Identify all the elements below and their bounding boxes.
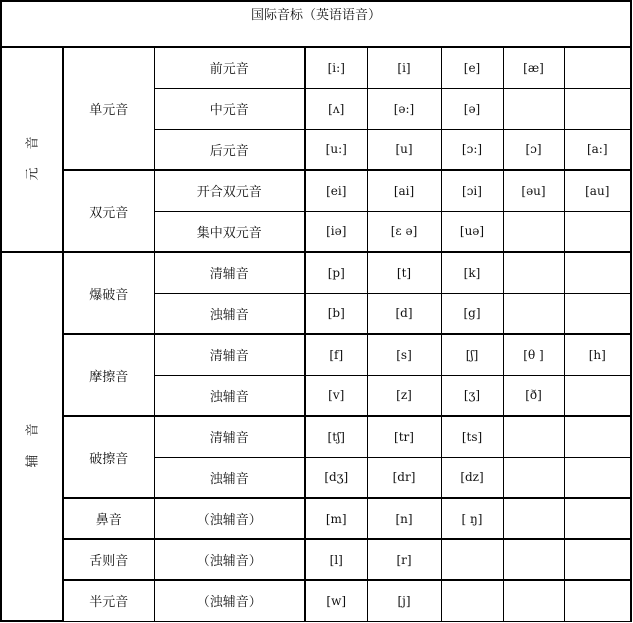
symbol-cell [503,539,564,580]
symbol-cell: [tr] [367,416,441,457]
symbol-cell [503,416,564,457]
symbol-cell [564,416,631,457]
symbol-cell: [ɛ ə] [367,211,441,252]
symbol-cell [564,375,631,416]
symbol-cell: [əu] [503,170,564,211]
symbol-cell: [s] [367,334,441,375]
symbol-cell: [t] [367,252,441,293]
symbol-cell [564,539,631,580]
chart-title: 国际音标（英语语音） [1,1,631,47]
section-label-vowels [1,47,63,252]
symbol-cell: [uə] [441,211,503,252]
symbol-cell: [ɔi] [441,170,503,211]
symbol-cell: [g] [441,293,503,334]
symbol-cell: [w] [305,580,367,621]
symbol-cell: [æ] [503,47,564,88]
row-label: 浊辅音 [154,457,305,498]
symbol-cell: [r] [367,539,441,580]
symbol-cell [503,211,564,252]
row-label: 集中双元音 [154,211,305,252]
symbol-cell [503,580,564,621]
symbol-cell: [b] [305,293,367,334]
symbol-cell [564,47,631,88]
symbol-cell: [ts] [441,416,503,457]
symbol-cell: [dr] [367,457,441,498]
symbol-cell [564,293,631,334]
symbol-cell [503,457,564,498]
symbol-cell: [dʒ] [305,457,367,498]
row-label: （浊辅音） [154,539,305,580]
row-label: 开合双元音 [154,170,305,211]
symbol-cell: [n] [367,498,441,539]
symbol-cell: [f] [305,334,367,375]
group-label: 单元音 [63,47,154,170]
symbol-cell: [k] [441,252,503,293]
row-label: 浊辅音 [154,375,305,416]
section-label-consonants-text: 辅音 [25,405,41,468]
symbol-cell: [ai] [367,170,441,211]
symbol-cell: [dz] [441,457,503,498]
symbol-cell: [tʃ] [305,416,367,457]
symbol-cell: [p] [305,252,367,293]
symbol-cell: [ei] [305,170,367,211]
symbol-cell [503,252,564,293]
row-label: 清辅音 [154,252,305,293]
symbol-cell: [ʌ] [305,88,367,129]
symbol-cell: [au] [564,170,631,211]
symbol-cell: [u] [367,129,441,170]
symbol-cell: [e] [441,47,503,88]
symbol-cell: [u:] [305,129,367,170]
row-label: 前元音 [154,47,305,88]
symbol-cell: [θ ] [503,334,564,375]
row-label: （浊辅音） [154,580,305,621]
symbol-cell: [j] [367,580,441,621]
symbol-cell [564,211,631,252]
symbol-cell: [ʒ] [441,375,503,416]
group-label: 摩擦音 [63,334,154,416]
group-label: 破擦音 [63,416,154,498]
symbol-cell [503,498,564,539]
symbol-cell: [i:] [305,47,367,88]
group-label: 双元音 [63,170,154,252]
symbol-cell: [l] [305,539,367,580]
symbol-cell: [iə] [305,211,367,252]
symbol-cell: [a:] [564,129,631,170]
symbol-cell: [ɔ:] [441,129,503,170]
row-label: 中元音 [154,88,305,129]
symbol-cell [441,539,503,580]
row-label: 清辅音 [154,334,305,375]
symbol-cell: [i] [367,47,441,88]
symbol-cell: [ʃ] [441,334,503,375]
symbol-cell [564,498,631,539]
symbol-cell: [m] [305,498,367,539]
symbol-cell: [ ŋ] [441,498,503,539]
symbol-cell [564,457,631,498]
group-label: 爆破音 [63,252,154,334]
symbol-cell [564,252,631,293]
symbol-cell [503,293,564,334]
symbol-cell [564,88,631,129]
group-label: 鼻音 [63,498,154,539]
symbol-cell: [ð] [503,375,564,416]
symbol-cell [564,580,631,621]
row-label: 浊辅音 [154,293,305,334]
row-label: 清辅音 [154,416,305,457]
symbol-cell: [z] [367,375,441,416]
symbol-cell [441,580,503,621]
symbol-cell [503,88,564,129]
group-label: 舌则音 [63,539,154,580]
section-label-vowels-text: 元音 [25,118,41,181]
symbol-cell: [ɔ] [503,129,564,170]
symbol-cell: [h] [564,334,631,375]
row-label: （浊辅音） [154,498,305,539]
row-label: 后元音 [154,129,305,170]
section-label-consonants [1,252,63,621]
symbol-cell: [d] [367,293,441,334]
symbol-cell: [ə] [441,88,503,129]
symbol-cell: [ə:] [367,88,441,129]
symbol-cell: [v] [305,375,367,416]
group-label: 半元音 [63,580,154,621]
